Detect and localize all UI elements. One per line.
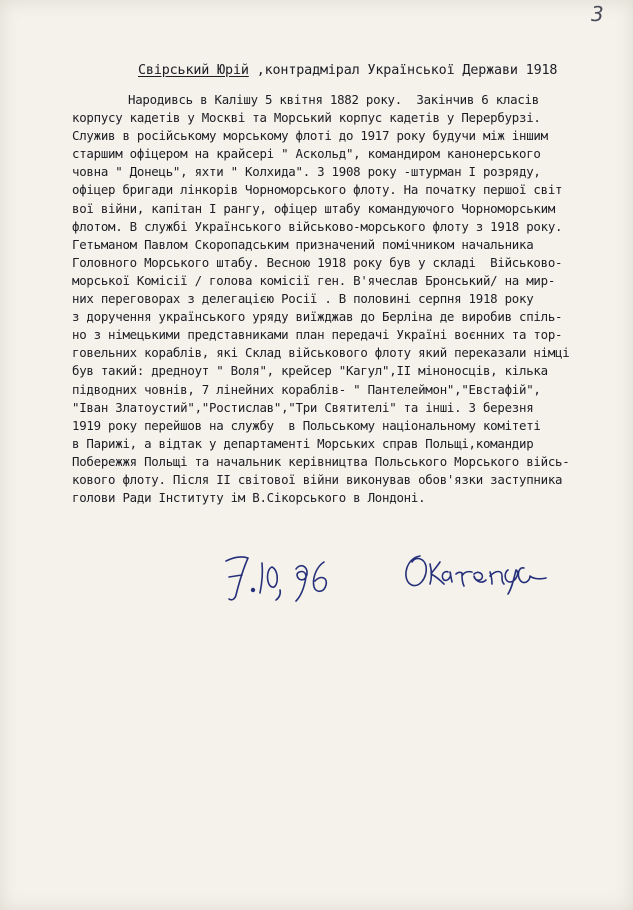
text-line: голови Ради Інституту ім В.Сікорського в Лондоні. <box>72 490 426 506</box>
text-line: морської Комісії / голова комісії ген. В'ячеслав Бронський/ на мир- <box>72 272 556 288</box>
text-line: Гетьманом Павлом Скоропадським призначений помічником начальника <box>72 236 534 252</box>
document-heading <box>138 63 557 78</box>
handwritten-date <box>220 547 338 605</box>
biography-paragraph <box>72 91 632 507</box>
text-line: з доручення українського уряду виїжджав до Берліна де виробив спіль- <box>72 309 563 325</box>
text-line: був такий: дредноут " Воля", крейсер "Кагул",II міноносців, кілька <box>72 363 548 379</box>
text-line: Побережжя Польщі та начальник керівництва Польського Морського війсь- <box>72 453 570 469</box>
heading-name: Свірський Юрій <box>138 63 249 78</box>
text-line: "Іван Златоустий","Ростислав","Три Святителі" та інші. З березня <box>72 399 534 415</box>
signature <box>400 548 552 596</box>
heading-rest: ,контрадмірал Української Держави 1918 <box>248 63 558 78</box>
text-line: в Парижі, а відтак у департаменті Морських справ Польщі,командир <box>72 435 534 451</box>
text-line: 1919 року перейшов на службу в Польському національному комітеті <box>72 417 541 433</box>
text-line: них переговорах з делегацією Росії . В половині серпня 1918 року <box>72 291 534 307</box>
text-line: говельних кораблів, які Склад військового флоту який переказали німці <box>72 345 570 361</box>
page-number: 3 <box>591 2 604 26</box>
text-line: Головного Морського штабу. Весною 1918 року був у складі Військово- <box>72 254 563 270</box>
text-line: Народивсь в Калішу 5 квітня 1882 року. Закінчив 6 класів <box>128 92 539 107</box>
text-line: вої війни, капітан І рангу, офіцер штабу командуючого Чорноморським <box>72 200 556 216</box>
text-line: кового флоту. Після II світової війни виконував обов'язки заступника <box>72 471 563 487</box>
text-line: старшим офіцером на крайсері " Аскольд", командиром канонерського <box>72 146 541 162</box>
text-line: офіцер бригади лінкорів Чорноморського флоту. На початку першої світ <box>72 182 563 198</box>
text-line: флотом. В службі Українського військово-морського флоту з 1918 року. <box>72 218 563 234</box>
text-line: Служив в російському морському флоті до 1917 року будучи між іншим <box>72 128 548 144</box>
text-line: корпусу кадетів у Москві та Морський корпус кадетів у Перербурзі. <box>72 110 541 126</box>
text-line: підводних човнів, 7 лінейних кораблів- " Пантелеймон","Евстафій", <box>72 381 541 397</box>
text-line: но з німецькими представниками план передачі Україні воєнних та тор- <box>72 327 563 343</box>
text-line: човна " Донець", яхти " Колхида". З 1908 року -штурман І розряду, <box>72 164 541 180</box>
